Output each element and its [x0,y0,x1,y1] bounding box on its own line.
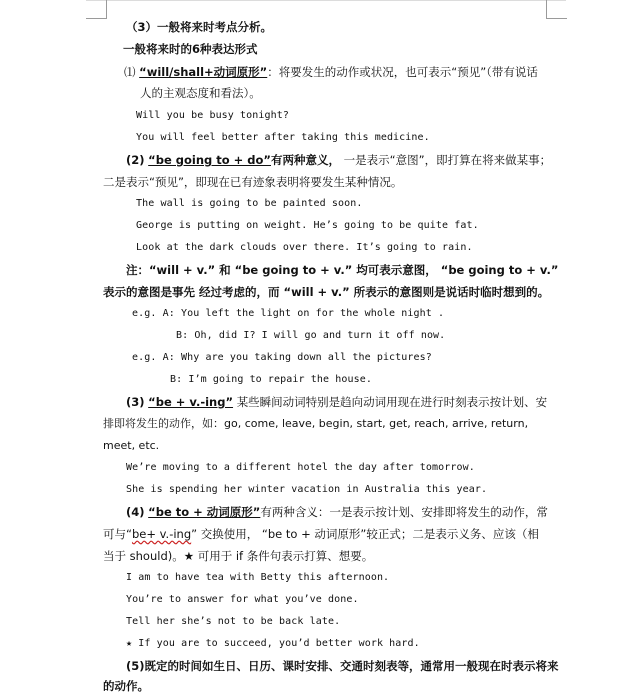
form1-line-a [124,63,538,81]
form3-desc-a: 某些瞬间动词特别是趋向动词用现在进行时刻表示按计划、安 [236,395,548,409]
note-line-b: 表示的意图是事先 经过考虑的，而 “will + v.” 所表示的意图则是说话时临时想到的。 [103,285,550,299]
form3-line-a [126,393,547,411]
form4-term: “be to + 动词原形” [148,505,261,519]
form3-example-1: We’re moving to a different hotel the day after tomorrow. [126,462,475,473]
form1-example-1: Will you be busy tonight? [136,110,290,121]
section-heading: （3）一般将来时考点分析。 [126,20,273,34]
form2-example-2: George is putting on weight. He’s going to be quite fat. [136,220,479,231]
form4-example-1: I am to have tea with Betty this afternoon. [126,572,390,583]
note-example-2b: B: I’m going to repair the house. [170,374,372,385]
form2-line-a [126,151,551,169]
form2-meaning: 有两种意义， [271,153,340,167]
form2-example-3: Look at the dark clouds over there. It’s going to rain. [136,242,473,253]
note-line-a: 注：“will + v.” 和 “be going to + v.” 均可表示意图， “be going to + v.” [126,263,559,277]
page-corner-mark-right [546,0,567,19]
form4-desc-b2: ” 交换使用， “be to + 动词原形”较正式；二是表示义务、应该（相 [191,527,539,541]
form2-example-1: The wall is going to be painted soon. [136,198,363,209]
form4-desc-b1: 可与“ [103,527,132,541]
form4-number: (4) [126,505,145,519]
form1-example-2: You will feel better after taking this medicine. [136,132,430,143]
form3-desc-b: 排即将发生的动作，如：go, come, leave, begin, start, get, reach, arrive, return, [103,417,529,430]
form1-desc-a: ：将要发生的动作或状况，也可表示“预见”（带有说话 [267,65,538,79]
form4-example-2: You’re to answer for what you’ve done. [126,594,359,605]
form2-desc-a: 一是表示“意图”，即打算在将来做某事； [343,153,552,167]
section-subheading: 一般将来时的6种表达形式 [123,42,258,56]
form1-desc-b: 人的主观态度和看法）。 [140,86,261,100]
form3-term: “be + v.-ing” [148,395,234,409]
form5-line-a: (5)既定的时间如生日、日历、课时安排、交通时刻表等，通常用一般现在时表示将来 [126,659,559,673]
page-corner-mark-left [86,0,107,19]
note-example-1a: e.g. A: You left the light on for the whole night . [132,308,445,319]
form4-example-3: Tell her she’s not to be back late. [126,616,341,627]
form3-desc-c: meet, etc. [103,439,160,452]
note-example-1b: B: Oh, did I? I will go and turn it off now. [176,330,446,341]
form4-line-a [126,503,548,521]
form4-line-b [103,525,539,543]
form2-term: “be going to + do” [148,153,271,167]
form5-line-b: 的动作。 [103,679,149,693]
form4-desc-b-wavy: be+ v.-ing [131,527,192,541]
form2-number: (2) [126,153,145,167]
form2-desc-b: 二是表示“预见”，即现在已有迹象表明将要发生某种情况。 [103,175,403,189]
form1-number: ⑴ [124,65,136,79]
note-example-2a: e.g. A: Why are you taking down all the pictures? [132,352,432,363]
form4-desc-a: 有两种含义：一是表示按计划、安排即将发生的动作，常 [260,505,548,519]
page-top-edge [86,0,566,1]
form3-number: (3) [126,395,145,409]
form4-example-4: ★ If you are to succeed, you’d better work hard. [126,638,420,649]
form1-term: “will/shall+动词原形” [139,65,268,79]
form3-example-2: She is spending her winter vacation in Australia this year. [126,484,488,495]
form4-desc-c: 当于 should)。★ 可用于 if 条件句表示打算、想要。 [103,549,374,563]
